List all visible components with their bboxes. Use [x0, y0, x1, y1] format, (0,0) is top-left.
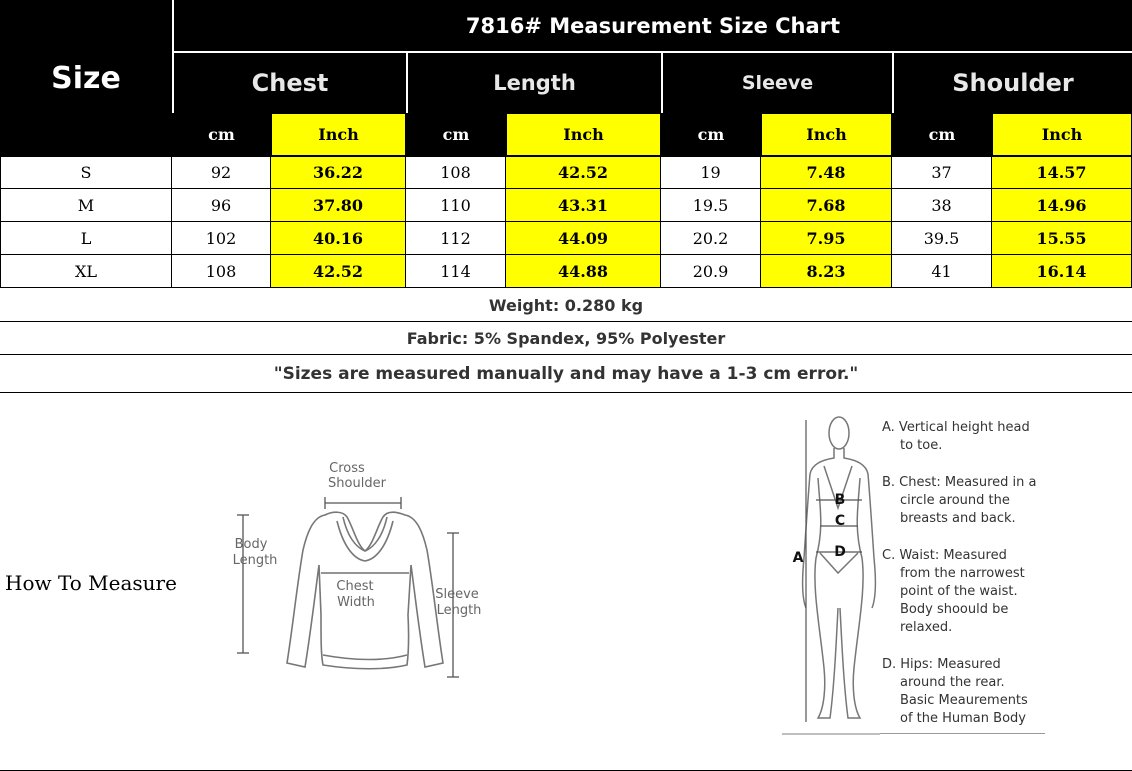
- value-text: 36.22: [312, 163, 364, 182]
- inch-value-cell: [271, 255, 406, 288]
- value-text: 7.48: [806, 163, 846, 182]
- measure-note-line: point of the waist.: [900, 584, 1018, 599]
- group-header-length: [406, 53, 661, 113]
- inch-value-cell: [271, 156, 406, 189]
- value-text: 37.80: [312, 195, 364, 215]
- value-text: 102: [205, 228, 237, 248]
- measure-note-line: from the narrowest: [900, 566, 1025, 581]
- value-text: 7.95: [806, 228, 846, 248]
- cm-value-cell: [661, 255, 761, 288]
- cross-shoulder-label-2: Shoulder: [328, 476, 386, 491]
- size-label: M: [77, 195, 95, 215]
- size-cell: [0, 255, 172, 288]
- value-text: 108: [205, 261, 237, 281]
- measure-note-line: of the Human Body: [900, 711, 1026, 726]
- measure-note-line: to toe.: [900, 438, 943, 453]
- value-text: 42.52: [557, 163, 609, 182]
- group-header-label: Sleeve: [741, 72, 814, 94]
- measure-note-line: B. Chest: Measured in a: [882, 475, 1037, 490]
- unit-header-label: Inch: [806, 125, 847, 144]
- inch-value-cell: [506, 222, 661, 255]
- unit-header-cm: [661, 113, 761, 156]
- measure-note-line: Body shoould be: [900, 602, 1009, 617]
- unit-header-label: Inch: [318, 125, 359, 144]
- value-text: 38: [931, 195, 952, 215]
- size-label: XL: [74, 261, 97, 281]
- error-note-text: "Sizes are measured manually and may have a 1-3 cm error.": [273, 363, 859, 384]
- group-header-label: Chest: [251, 69, 329, 97]
- value-text: 44.88: [557, 261, 609, 281]
- inch-value-cell: [506, 156, 661, 189]
- group-header-sleeve: [661, 53, 892, 113]
- body-length-label-2: Length: [232, 553, 278, 568]
- unit-header-cm: [892, 113, 992, 156]
- fabric-text: Fabric: 5% Spandex, 95% Polyester: [406, 328, 726, 348]
- group-header-shoulder: [892, 53, 1132, 113]
- value-text: 110: [440, 195, 471, 215]
- unit-header-inch: [506, 113, 661, 156]
- value-text: 39.5: [923, 228, 960, 248]
- measure-note-line: around the rear.: [900, 675, 1005, 690]
- value-text: 19: [700, 163, 721, 182]
- human-body-icon: [803, 417, 876, 718]
- unit-header-label: cm: [442, 125, 470, 144]
- value-text: 92: [210, 163, 232, 182]
- chart-title-text: 7816# Measurement Size Chart: [465, 13, 841, 38]
- chest-width-label-1: Chest: [336, 579, 374, 594]
- measure-note-line: Basic Meaurements: [900, 693, 1028, 708]
- sleeve-length-label-2: Length: [436, 603, 482, 618]
- value-text: 14.57: [1036, 163, 1087, 182]
- cm-value-cell: [406, 222, 506, 255]
- body-letter-b: B: [834, 492, 846, 508]
- measure-note-1: [882, 474, 1057, 528]
- measure-note-line: breasts and back.: [900, 511, 1016, 526]
- how-to-measure-label: How To Measure: [5, 571, 177, 595]
- body-measure-diagram: [780, 408, 880, 738]
- unit-header-label: cm: [208, 125, 235, 144]
- shirt-measure-diagram: [225, 455, 495, 685]
- size-cell: [0, 222, 172, 255]
- cm-value-cell: [892, 189, 992, 222]
- body-letter-d: D: [834, 544, 846, 560]
- cross-shoulder-label-1: Cross: [329, 461, 365, 476]
- inch-value-cell: [506, 255, 661, 288]
- inch-value-cell: [506, 189, 661, 222]
- size-cell: [0, 156, 172, 189]
- value-text: 16.14: [1036, 261, 1087, 281]
- weight-text: Weight: 0.280 kg: [488, 295, 644, 315]
- size-label: L: [80, 228, 92, 248]
- cm-value-cell: [892, 156, 992, 189]
- measure-note-line: D. Hips: Measured: [882, 657, 1001, 672]
- value-text: 108: [440, 163, 471, 182]
- measure-note-line: A. Vertical height head: [882, 420, 1030, 435]
- measure-note-line: C. Waist: Measured: [882, 548, 1007, 563]
- inch-value-cell: [992, 189, 1132, 222]
- measure-note-line: circle around the: [900, 493, 1010, 508]
- measure-note-0: [882, 419, 1057, 455]
- cm-value-cell: [172, 222, 271, 255]
- cm-value-cell: [892, 222, 992, 255]
- measure-notes: [882, 419, 1057, 747]
- size-header: [0, 0, 172, 156]
- value-text: 7.68: [806, 195, 846, 215]
- unit-header-label: Inch: [563, 125, 604, 144]
- value-text: 19.5: [692, 195, 729, 215]
- cm-value-cell: [661, 156, 761, 189]
- measure-note-3: [882, 656, 1057, 728]
- size-header-label: Size: [51, 60, 121, 96]
- value-text: 44.09: [557, 228, 609, 248]
- chart-title: [172, 0, 1132, 53]
- cm-value-cell: [661, 189, 761, 222]
- value-text: 42.52: [312, 261, 364, 281]
- inch-value-cell: [761, 255, 892, 288]
- unit-header-cm: [406, 113, 506, 156]
- inch-value-cell: [992, 255, 1132, 288]
- value-text: 20.2: [692, 228, 729, 248]
- group-header-label: Length: [493, 71, 576, 95]
- cm-value-cell: [172, 255, 271, 288]
- unit-header-inch: [992, 113, 1132, 156]
- value-text: 20.9: [692, 261, 729, 281]
- unit-header-inch: [761, 113, 892, 156]
- unit-header-label: cm: [928, 125, 956, 144]
- inch-value-cell: [271, 222, 406, 255]
- value-text: 8.23: [806, 261, 846, 281]
- group-header-chest: [172, 53, 406, 113]
- inch-value-cell: [992, 222, 1132, 255]
- inch-value-cell: [271, 189, 406, 222]
- value-text: 40.16: [312, 228, 364, 248]
- inch-value-cell: [761, 222, 892, 255]
- size-cell: [0, 189, 172, 222]
- value-text: 15.55: [1036, 228, 1087, 248]
- error-note-row: [0, 355, 1132, 393]
- unit-header-inch: [271, 113, 406, 156]
- unit-header-cm: [172, 113, 271, 156]
- cm-value-cell: [661, 222, 761, 255]
- size-label: S: [80, 163, 92, 182]
- value-text: 37: [931, 163, 952, 182]
- cm-value-cell: [172, 189, 271, 222]
- cm-value-cell: [406, 189, 506, 222]
- group-header-label: Shoulder: [952, 69, 1074, 97]
- inch-value-cell: [992, 156, 1132, 189]
- sleeve-length-label-1: Sleeve: [435, 587, 479, 602]
- value-text: 43.31: [557, 195, 609, 215]
- value-text: 96: [210, 195, 232, 215]
- unit-header-label: Inch: [1041, 125, 1083, 144]
- unit-header-label: cm: [697, 125, 725, 144]
- body-length-label-1: Body: [234, 537, 268, 552]
- value-text: 41: [931, 261, 952, 281]
- value-text: 112: [440, 228, 471, 248]
- fabric-row: [0, 322, 1132, 355]
- cm-value-cell: [892, 255, 992, 288]
- value-text: 114: [440, 261, 471, 281]
- measure-note-2: [882, 547, 1057, 637]
- inch-value-cell: [761, 156, 892, 189]
- value-text: 14.96: [1036, 195, 1087, 215]
- cm-value-cell: [406, 156, 506, 189]
- weight-row: [0, 289, 1132, 322]
- chest-width-label-2: Width: [337, 595, 375, 610]
- inch-value-cell: [761, 189, 892, 222]
- body-letter-a: A: [792, 550, 804, 566]
- measure-note-line: relaxed.: [900, 620, 953, 635]
- cm-value-cell: [406, 255, 506, 288]
- body-letter-c: C: [834, 513, 846, 529]
- cm-value-cell: [172, 156, 271, 189]
